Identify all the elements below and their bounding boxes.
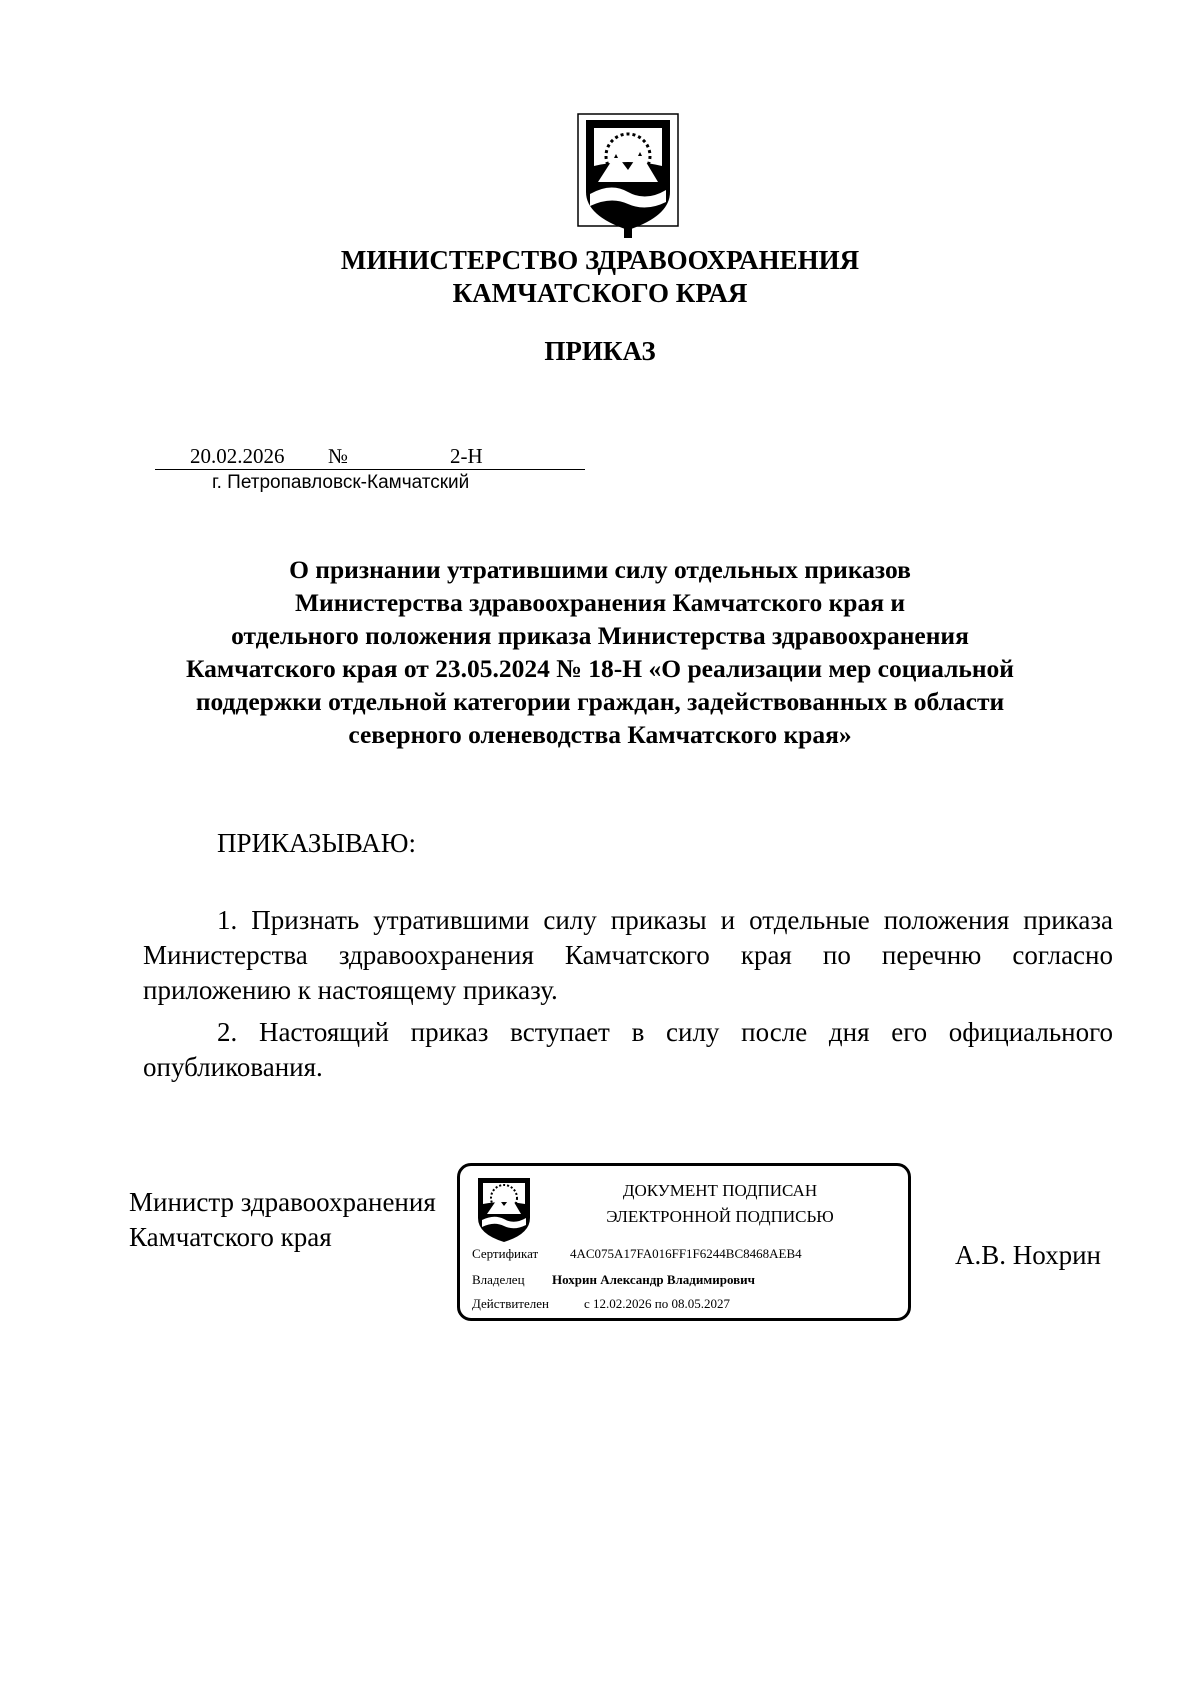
ministry-line-1: МИНИСТЕРСТВО ЗДРАВООХРАНЕНИЯ: [340, 245, 860, 275]
ministry-name: [200, 244, 1000, 310]
paragraph-2-line-1: 2. Настоящий приказ вступает в силу после дня его официального: [217, 1017, 1113, 1047]
stamp-heading-line-2: ЭЛЕКТРОННОЙ ПОДПИСЬЮ: [606, 1207, 834, 1226]
number-sign: №: [328, 444, 349, 468]
signer-position-line-1: Министр здравоохранения: [129, 1187, 436, 1217]
electronic-signature-stamp: [457, 1163, 911, 1321]
owner-value: Нохрин Александр Владимирович: [552, 1272, 755, 1287]
title-line-3: отдельного положения приказа Министерства здравоохранения: [231, 621, 969, 650]
title-line-1: О признании утратившими силу отдельных приказов: [289, 555, 911, 584]
paragraph-1-rest: Министерства здравоохранения Камчатского края по перечню согласно приложению к настоящему приказу.: [143, 940, 1113, 1005]
title-line-6: северного оленеводства Камчатского края»: [348, 720, 852, 749]
stamp-coat-of-arms-icon: [474, 1174, 534, 1244]
validity-label: Действителен: [472, 1296, 549, 1311]
stamp-owner-row: [472, 1272, 755, 1288]
order-number: 2-Н: [450, 444, 483, 468]
stamp-heading: [570, 1178, 870, 1230]
owner-label: Владелец: [472, 1272, 525, 1287]
signer-name: А.В. Нохрин: [955, 1240, 1101, 1270]
certificate-label: Сертификат: [472, 1246, 539, 1261]
registration-underline: [155, 469, 585, 470]
signer-position-line-2: Камчатского края: [129, 1222, 332, 1252]
paragraph-1: [143, 903, 1113, 1008]
title-line-5: поддержки отдельной категории граждан, задействованных в области: [195, 687, 1005, 716]
ministry-line-2: КАМЧАТСКОГО КРАЯ: [452, 278, 748, 308]
title-line-4: Камчатского края от 23.05.2024 № 18-Н «О реализации мер социальной: [186, 654, 1014, 683]
title-line-2: Министерства здравоохранения Камчатского края и: [294, 588, 906, 617]
stamp-validity-row: [472, 1296, 730, 1312]
city: г. Петропавловск-Камчатский: [212, 472, 470, 493]
validity-value: с 12.02.2026 по 08.05.2027: [584, 1296, 730, 1311]
document-type: ПРИКАЗ: [544, 336, 656, 366]
order-date: 20.02.2026: [190, 444, 285, 468]
paragraph-2-rest: опубликования.: [143, 1052, 323, 1082]
signer-position: [129, 1185, 436, 1255]
paragraph-2: [143, 1015, 1113, 1085]
registration-row: [155, 444, 585, 470]
order-word: ПРИКАЗЫВАЮ:: [217, 828, 416, 858]
coat-of-arms-icon: [576, 112, 680, 242]
paragraph-1-line-1: 1. Признать утратившими силу приказы и отдельные положения приказа: [217, 905, 1113, 935]
order-title: [130, 553, 1070, 751]
stamp-heading-line-1: ДОКУМЕНТ ПОДПИСАН: [622, 1181, 818, 1200]
stamp-certificate-row: [472, 1246, 802, 1262]
certificate-value: 4AC075A17FA016FF1F6244BC8468AEB4: [570, 1246, 802, 1261]
